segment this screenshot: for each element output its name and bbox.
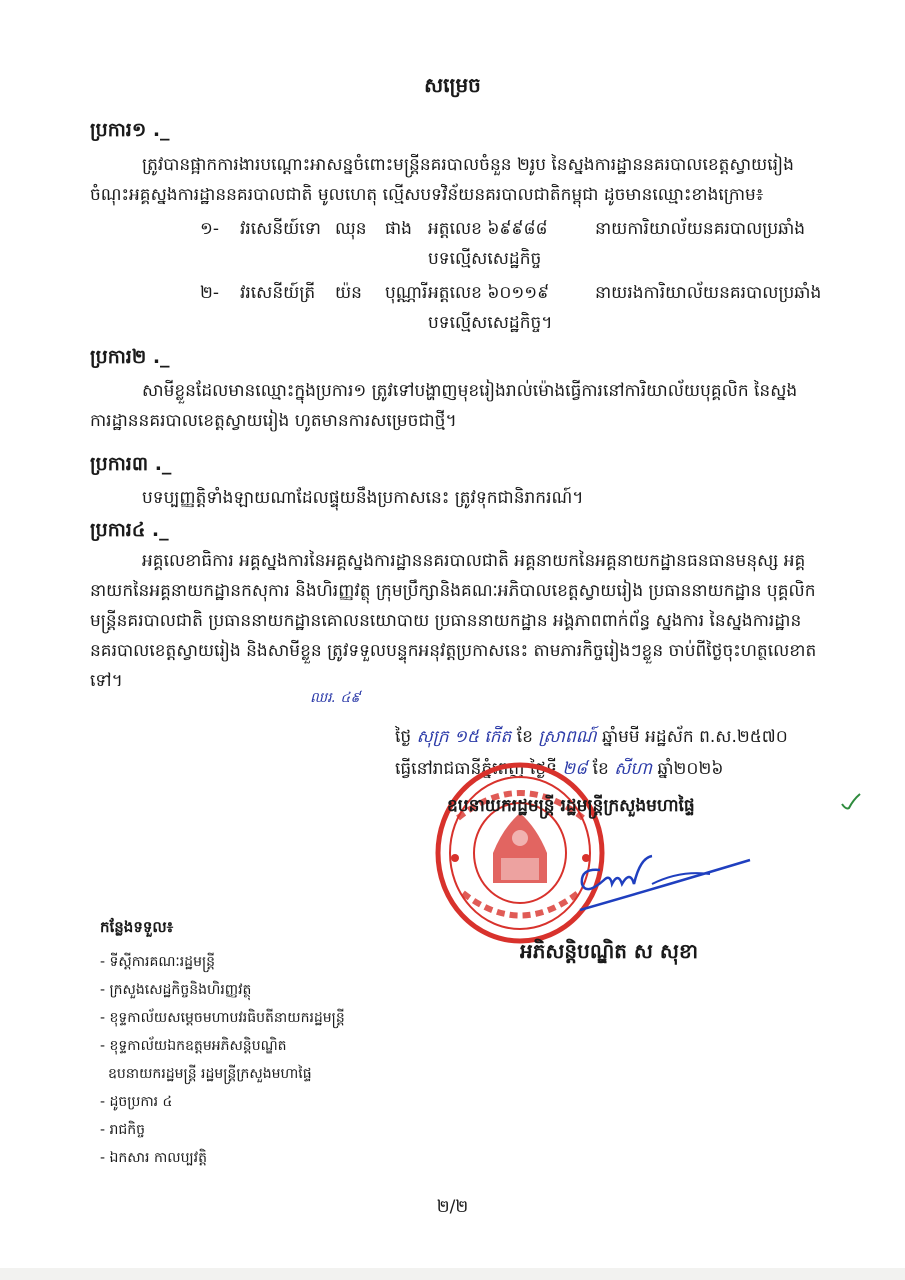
signer-name: អភិសន្តិបណ្ឌិត ស សុខា (520, 939, 698, 963)
recipients-title: កន្លែងទទួល៖ (100, 918, 174, 936)
officer-family-name: ផាង (385, 219, 412, 239)
officer-role: នាយការិយាល័យនគរបាលប្រឆាំង (595, 219, 806, 239)
lunar-month-handwritten: ស្រាពណ៍ (538, 727, 597, 747)
year: ឆ្នាំ២០២៦ (657, 759, 724, 779)
page-number: ២/២ (436, 1197, 469, 1217)
officer-role-continued: បទល្មើសសេដ្ឋកិច្ច។ (428, 313, 553, 333)
officer-role: នាយរងការិយាល័យនគរបាលប្រឆាំង (595, 283, 822, 303)
decree-title: សម្រេច (424, 73, 481, 97)
article-4-heading: ប្រការ៤ ._ (90, 519, 169, 541)
officer-row-1-cont (0, 248, 905, 278)
handwritten-signature-icon (560, 850, 760, 920)
lunar-date-prefix: ថ្ងៃ (395, 727, 412, 747)
green-tick-icon (840, 792, 862, 814)
scan-edge (0, 1268, 905, 1280)
month-handwritten: សីហា (614, 759, 652, 779)
officer-row-1 (0, 218, 905, 248)
recipient-item: - ឯកសារ កាលប្បវត្តិ (100, 1150, 207, 1166)
recipients-list (100, 918, 440, 1172)
month-label: ខែ (592, 759, 609, 779)
lunar-year: ឆ្នាំមមី អដ្ឋស័ក ព.ស.២៥៧០ (601, 727, 788, 747)
recipient-item: ឧបនាយករដ្ឋមន្ត្រី រដ្ឋមន្ត្រីក្រសួងមហាផ្ទៃ (108, 1066, 312, 1082)
officer-id: អត្តលេខ ៦៩៩៨៨ (428, 219, 548, 239)
officer-row-2-cont (0, 312, 905, 342)
recipient-item: - ដូចប្រការ ៤ (100, 1094, 173, 1110)
article-2-heading: ប្រការ២ ._ (90, 346, 170, 368)
officer-number: ១- (200, 219, 220, 239)
recipient-item: - ក្រសួងសេដ្ឋកិច្ចនិងហិរញ្ញវត្ថុ (100, 982, 252, 998)
officer-row-2 (0, 282, 905, 312)
article-1-text: ត្រូវបានផ្អាកការងារបណ្តោះអាសន្នចំពោះមន្ត្រីនគរបាលចំនួន ២រូប នៃស្នងការដ្ឋាននគរបាលខេត្តស្វាយរៀង ចំណុះអគ្គស្នងការដ្ឋាននគរបាលជាតិ មូលហេតុ ល្មើសបទវិន័យនគរបាលជាតិកម្ពុជា ដូចមានឈ្មោះខាងក្រោម៖ (90, 155, 794, 205)
place-prefix: ធ្វើនៅរាជធានីភ្នំពេញ ថ្ងៃទី (395, 759, 557, 779)
officer-rank: វរសេនីយ៍ត្រី (240, 283, 316, 303)
recipient-item: - ខុទ្ទកាល័យឯកឧត្តមអភិសន្តិបណ្ឌិត (100, 1038, 287, 1054)
article-2-text: សាមីខ្លួនដែលមានឈ្មោះក្នុងប្រការ១ ត្រូវទៅបង្ហាញមុខរៀងរាល់ម៉ោងធ្វើការនៅការិយាល័យបុគ្គលិក នៃស្នងការដ្ឋាននគរបាលខេត្តស្វាយរៀង ហូតមានការសម្រេចជាថ្មី។ (90, 381, 798, 431)
officer-number: ២- (200, 283, 220, 303)
signer-title: ឧបនាយករដ្ឋមន្ត្រី រដ្ឋមន្ត្រីក្រសួងមហាផ្ទៃ (447, 796, 695, 816)
officer-rank: វរសេនីយ៍ទោ (240, 219, 321, 239)
officer-given-name: យ៉ន (335, 283, 362, 303)
day-handwritten: ២៨ (562, 759, 588, 779)
recipient-item: - ទីស្តីការគណៈរដ្ឋមន្ត្រី (100, 954, 216, 970)
lunar-date-line (395, 726, 865, 751)
article-1-heading: ប្រការ១ ._ (90, 119, 170, 141)
recipient-item: - រាជកិច្ច (100, 1122, 146, 1138)
recipient-item: - ខុទ្ទកាល័យសម្តេចមហាបវរធិបតីនាយករដ្ឋមន្ត្រី (100, 1010, 345, 1026)
article-4-text: អគ្គលេខាធិការ អគ្គស្នងការនៃអគ្គស្នងការដ្ឋាននគរបាលជាតិ អគ្គនាយកនៃអគ្គនាយកដ្ឋានធនធានមនុស្ស អគ្គនាយកនៃអគ្គនាយកដ្ឋានកសុការ និងហិរញ្ញវត្ថុ ក្រុមប្រឹក្សានិងគណៈអភិបាលខេត្តស្វាយរៀង ប្រធាននាយកដ្ឋាន បុគ្គលិកមន្ត្រីនគរបាលជាតិ ប្រធាននាយកដ្ឋានគោលនយោបាយ ប្រធាននាយកដ្ឋាន អង្គភាពពាក់ព័ន្ធ ស្នងការ នៃស្នងការដ្ឋាននគរបាលខេត្តស្វាយរៀង និងសាមីខ្លួន ត្រូវទទួលបន្ទុកអនុវត្តប្រកាសនេះ តាមភារកិច្ចរៀងៗខ្លួន ចាប់ពីថ្ងៃចុះហត្ថលេខាតទៅ។ (90, 551, 817, 691)
officer-role-continued: បទល្មើសសេដ្ឋកិច្ច (428, 249, 542, 269)
lunar-month-label: ខែ (516, 727, 533, 747)
article-3-text: បទប្បញ្ញត្តិទាំងឡាយណាដែលផ្ទុយនឹងប្រកាសនេះ ត្រូវទុកជានិរាករណ៍។ (142, 488, 584, 508)
article-3-heading: ប្រការ៣ ._ (90, 453, 172, 475)
officer-given-name: ឈុន (335, 219, 367, 239)
officer-family-name: បុណ្ណារី (385, 283, 428, 303)
lunar-day-handwritten: សុក្រ ១៥ កើត (416, 727, 512, 747)
officer-id: អត្តលេខ ៦០១១៩ (428, 283, 550, 303)
handwritten-initials: ឈរ. ៤៩ (310, 690, 361, 706)
